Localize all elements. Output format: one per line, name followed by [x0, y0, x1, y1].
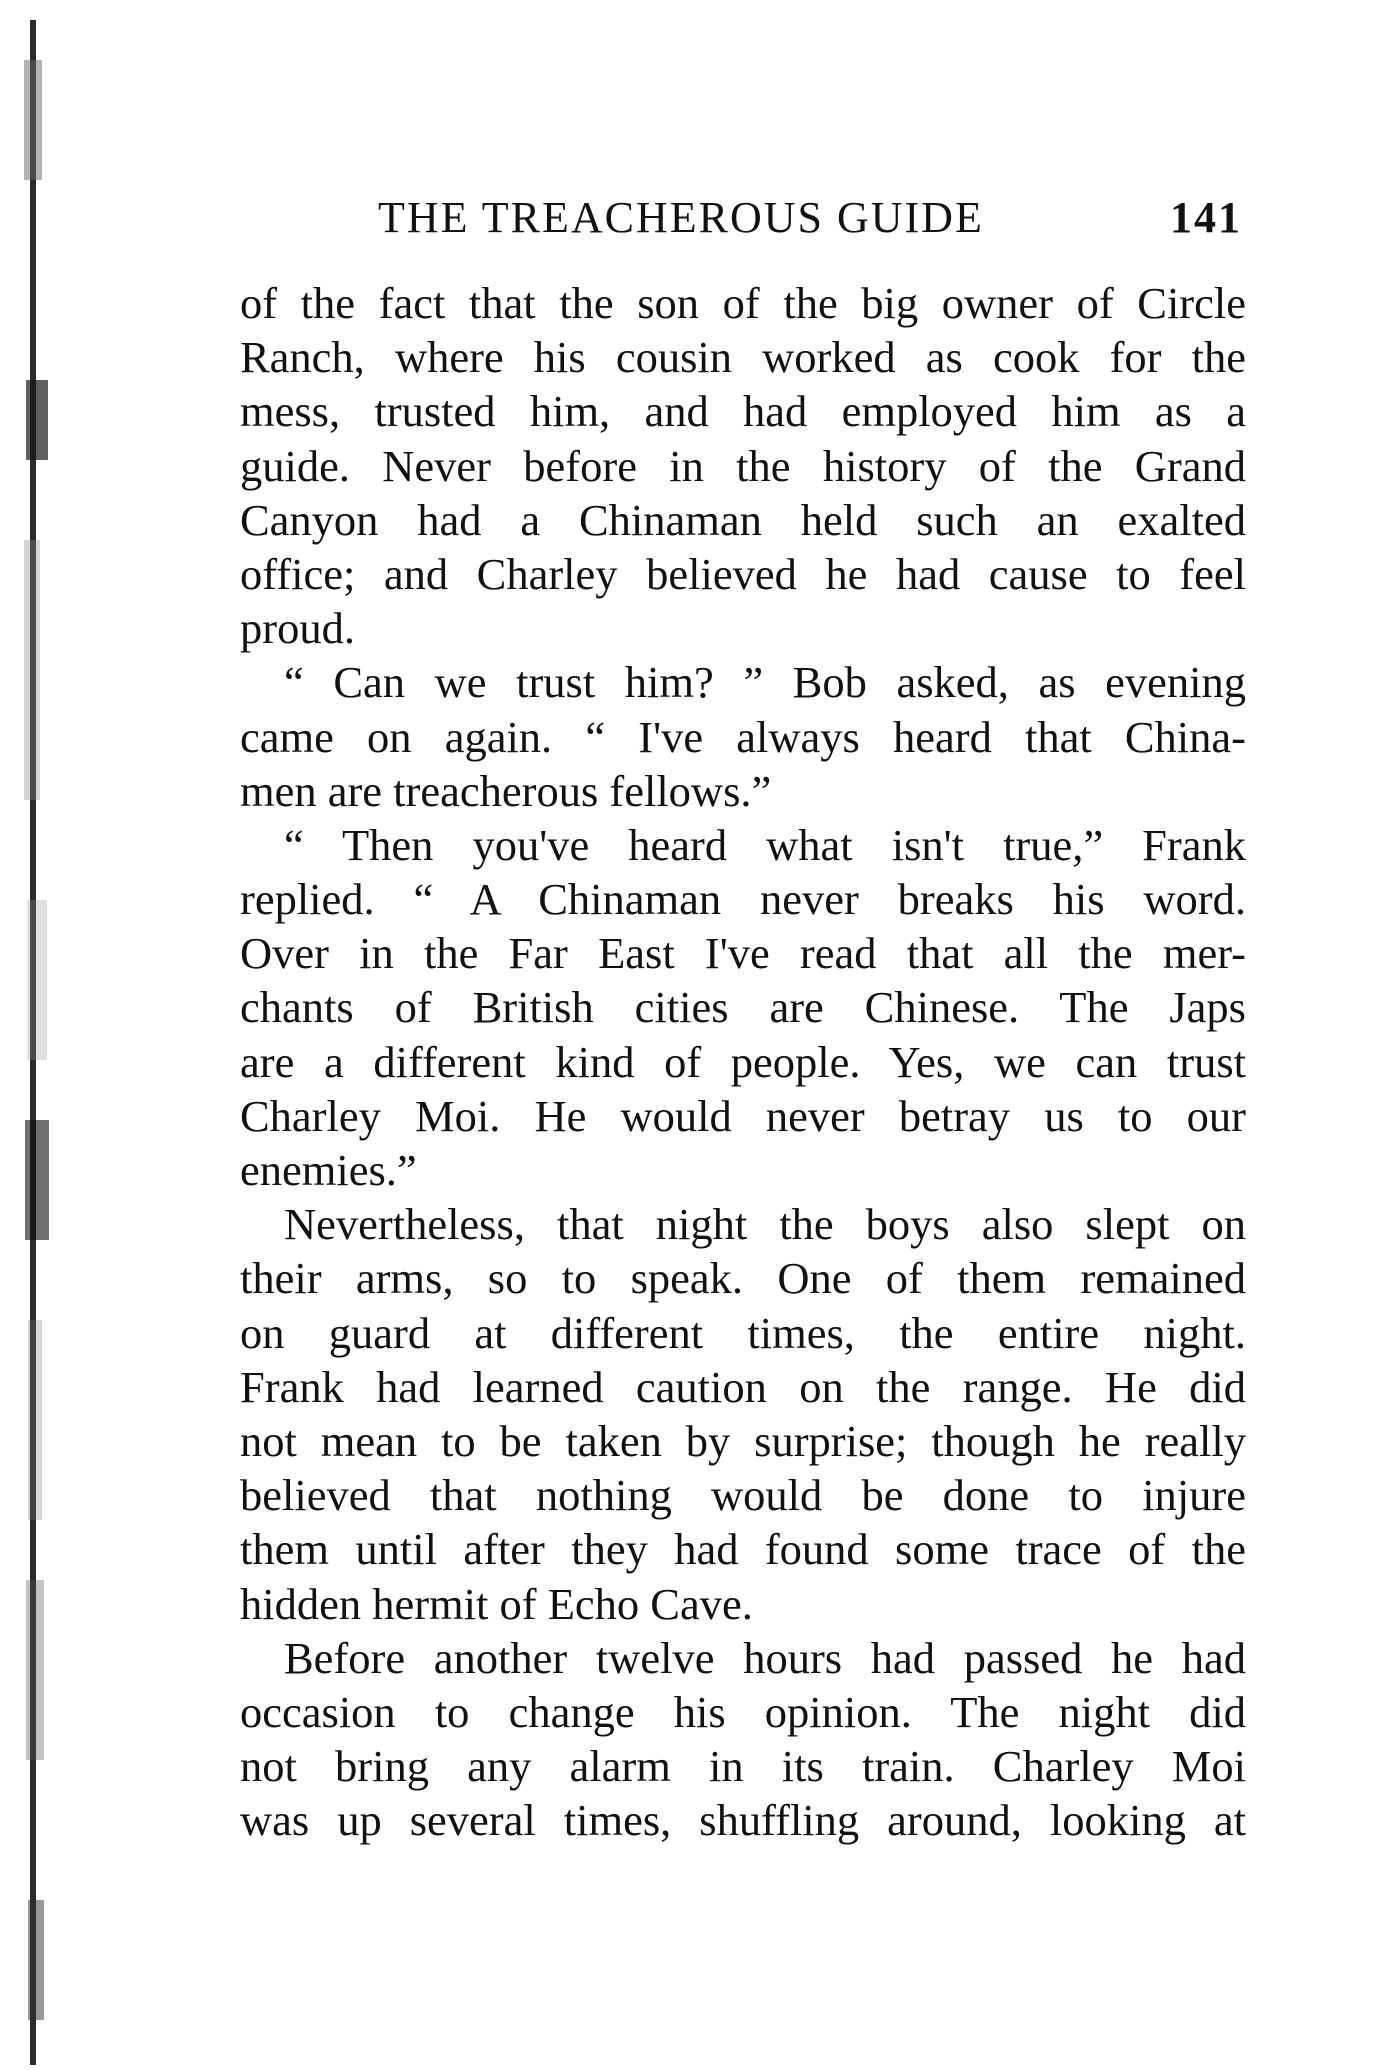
text-line: on guard at different times, the entire night. — [240, 1307, 1246, 1358]
text-line: Nevertheless, that night the boys also slept on — [284, 1199, 1246, 1250]
text-line: occasion to change his opinion. The night did — [240, 1686, 1246, 1737]
text-line: Frank had learned caution on the range. He did — [240, 1361, 1246, 1412]
text-line: Ranch, where his cousin worked as cook for the — [240, 332, 1246, 383]
page-number: 141 — [1170, 193, 1242, 242]
text-line: Canyon had a Chinaman held such an exalted — [240, 494, 1246, 545]
text-line: proud. — [240, 603, 355, 654]
text-line: replied. “ A Chinaman never breaks his word. — [240, 874, 1246, 925]
running-header — [378, 192, 1248, 252]
text-line: guide. Never before in the history of the Grand — [240, 440, 1246, 491]
paragraph — [240, 655, 1246, 818]
text-line: “ Can we trust him? ” Bob asked, as evening — [284, 657, 1246, 708]
text-line: enemies.” — [240, 1145, 417, 1195]
text-line: them until after they had found some trace of the — [240, 1524, 1246, 1575]
paragraph — [240, 276, 1246, 655]
body-text — [240, 276, 1246, 1847]
text-line: was up several times, shuffling around, looking at — [240, 1795, 1246, 1846]
paragraph — [240, 1197, 1246, 1631]
text-line: men are treacherous fellows.” — [240, 765, 772, 816]
text-line: chants of British cities are Chinese. The Japs — [240, 982, 1246, 1033]
text-line: came on again. “ I've always heard that China- — [240, 711, 1246, 762]
text-line: hidden hermit of Echo Cave. — [240, 1578, 753, 1629]
text-line: “ Then you've heard what isn't true,” Frank — [284, 819, 1246, 870]
text-line: their arms, so to speak. One of them remained — [240, 1253, 1246, 1304]
text-line: not mean to be taken by surprise; though he really — [240, 1415, 1246, 1466]
text-line: Before another twelve hours had passed he had — [284, 1632, 1246, 1683]
paragraph — [240, 1631, 1246, 1848]
running-title: THE TREACHEROUS GUIDE — [378, 193, 984, 242]
text-line: of the fact that the son of the big owner of Circle — [240, 278, 1246, 328]
binding-edge-shadow — [24, 20, 50, 2065]
text-line: Charley Moi. He would never betray us to our — [240, 1090, 1246, 1141]
text-line: office; and Charley believed he had cause to feel — [240, 548, 1246, 599]
text-line: are a different kind of people. Yes, we can trust — [240, 1036, 1246, 1087]
text-line: mess, trusted him, and had employed him as a — [240, 386, 1246, 437]
paragraph — [240, 818, 1246, 1197]
text-line: Over in the Far East I've read that all the mer- — [240, 928, 1246, 979]
text-line: believed that nothing would be done to injure — [240, 1470, 1246, 1521]
text-line: not bring any alarm in its train. Charley Moi — [240, 1741, 1246, 1792]
